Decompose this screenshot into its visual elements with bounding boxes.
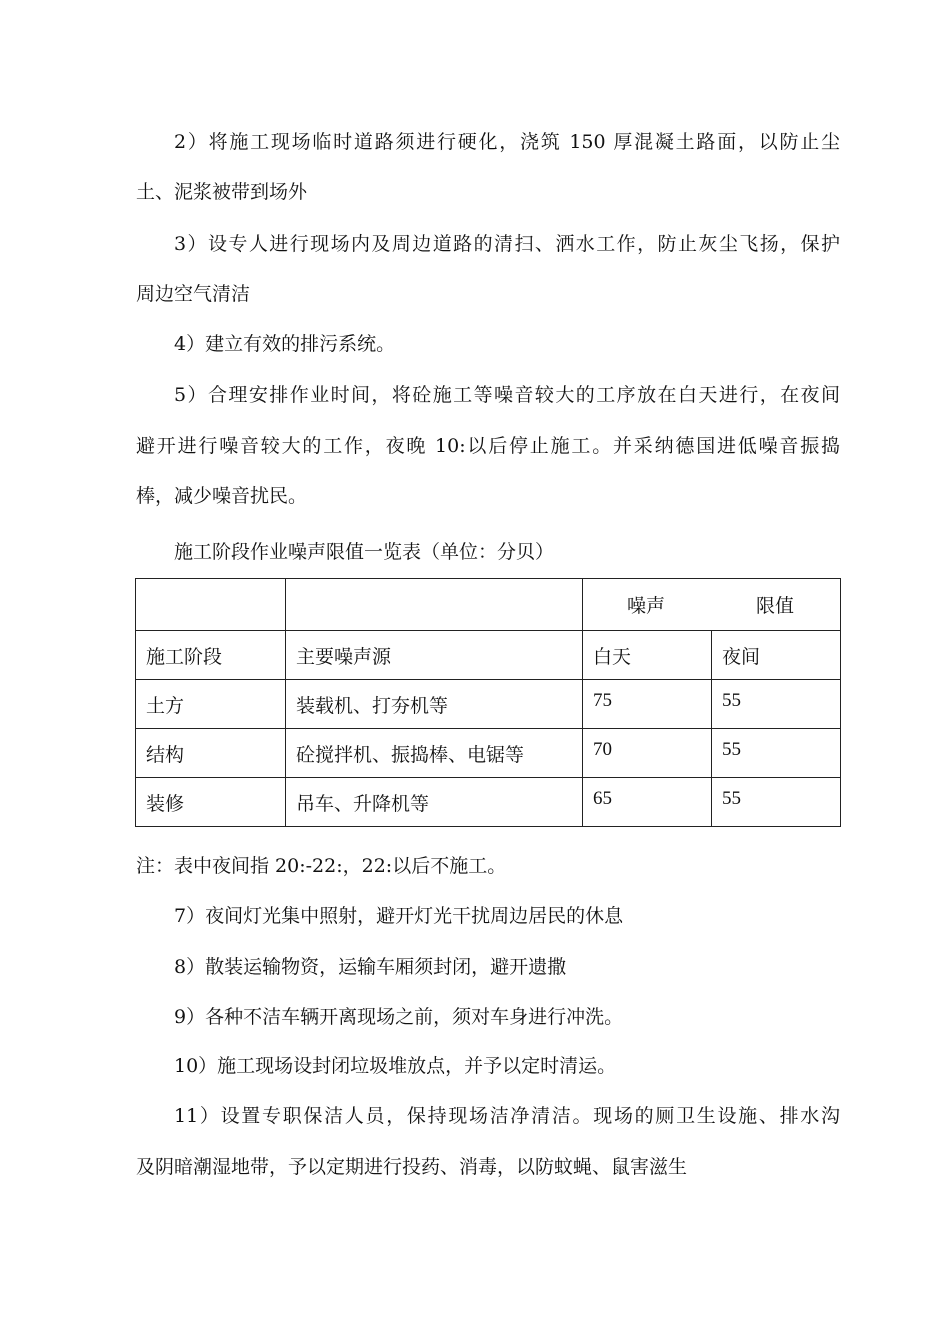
paragraph-5-line-1: 5）合理安排作业时间，将砼施工等噪音较大的工序放在白天进行，在夜间 [174,384,840,406]
table-empty-cell [136,579,286,631]
column-header-night: 夜间 [712,631,841,680]
table-header-group [583,579,841,631]
cell-stage: 装修 [136,778,286,827]
cell-night: 55 [712,778,841,827]
table-caption: 施工阶段作业噪声限值一览表（单位：分贝） [174,541,555,563]
table-row [136,680,841,729]
paragraph-11-line-1: 11）设置专职保洁人员，保持现场洁净清洁。现场的厕卫生设施、排水沟 [174,1105,840,1127]
cell-source: 砼搅拌机、振捣棒、电锯等 [286,729,583,778]
paragraph-2-line-1: 2）将施工现场临时道路须进行硬化，浇筑 150 厚混凝土路面，以防止尘 [174,131,840,153]
table-header-row [136,631,841,680]
cell-day: 75 [583,680,712,729]
column-header-day: 白天 [583,631,712,680]
table-row [136,729,841,778]
cell-day: 70 [583,729,712,778]
paragraph-5-line-3: 棒，减少噪音扰民。 [136,485,308,507]
cell-stage: 土方 [136,680,286,729]
column-header-source: 主要噪声源 [286,631,583,680]
cell-night: 55 [712,729,841,778]
cell-night: 55 [712,680,841,729]
cell-day: 65 [583,778,712,827]
table-note: 注：表中夜间指 20:-22:，22:以后不施工。 [136,855,507,877]
table-row [136,778,841,827]
noise-limit-table [135,578,841,827]
table-header-group-row [136,579,841,631]
paragraph-11-line-2: 及阴暗潮湿地带，予以定期进行投药、消毒，以防蚊蝇、鼠害滋生 [136,1156,688,1178]
header-noise-label: 噪声 [627,595,666,617]
paragraph-7-line-1: 7）夜间灯光集中照射，避开灯光干扰周边居民的休息 [174,905,624,927]
paragraph-10-line-1: 10）施工现场设封闭垃圾堆放点，并予以定时清运。 [174,1055,617,1077]
header-limit-label: 限值 [755,595,794,617]
cell-stage: 结构 [136,729,286,778]
paragraph-8-line-1: 8）散装运输物资，运输车厢须封闭，避开遗撒 [174,956,567,978]
cell-source: 装载机、打夯机等 [286,680,583,729]
paragraph-2-line-2: 土、泥浆被带到场外 [136,181,308,203]
column-header-stage: 施工阶段 [136,631,286,680]
paragraph-9-line-1: 9）各种不洁车辆开离现场之前，须对车身进行冲洗。 [174,1006,624,1028]
table-empty-cell [286,579,583,631]
paragraph-4-line-1: 4）建立有效的排污系统。 [174,333,396,355]
paragraph-3-line-2: 周边空气清洁 [136,283,251,305]
paragraph-5-line-2: 避开进行噪音较大的工作，夜晚 10:以后停止施工。并采纳德国进低噪音振捣 [136,435,840,457]
paragraph-3-line-1: 3）设专人进行现场内及周边道路的清扫、洒水工作，防止灰尘飞扬，保护 [174,233,840,255]
cell-source: 吊车、升降机等 [286,778,583,827]
